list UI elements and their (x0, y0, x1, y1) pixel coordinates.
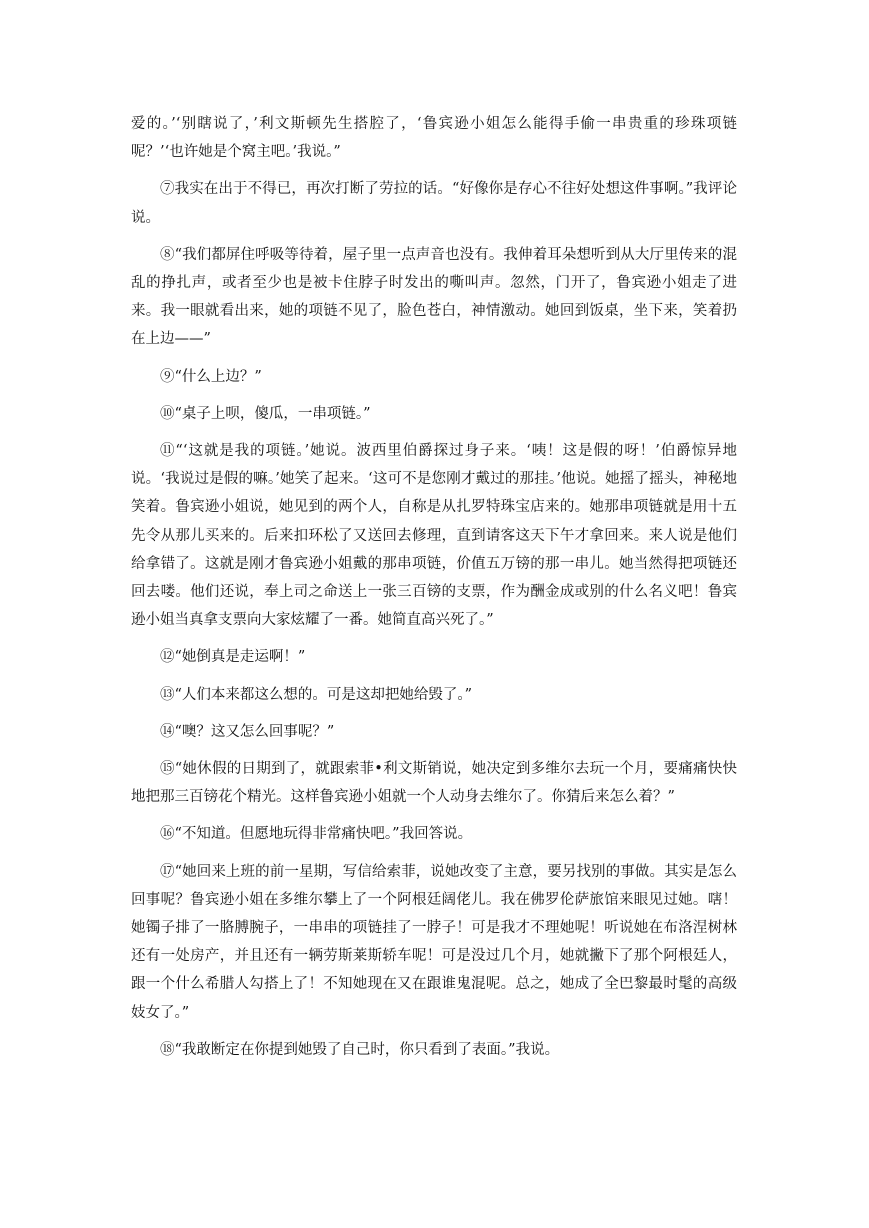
paragraph-9: ⑨“什么上边？” (160, 368, 262, 385)
story-text (131, 110, 737, 1064)
paragraph-11: ⑪“‘这就是我的项链。’她说。波西里伯爵探过身子来。‘咦！这是假的呀！’伯爵惊异地说。‘我说过是假的嘛。’她笑了起来。‘这可不是您刚才戴过的那挂。’他说。她摇了摇头，神秘地笑着。鲁宾逊小姐说，她见到的两个人，自称是从扎罗特珠宝店来的。她那串项链就是用十五先令从那儿买来的。后来扣环松了又送回去修理，直到请客这天下午才拿回来。来人说是他们给拿错了。这就是刚才鲁宾逊小姐戴的那串项链，价值五万镑的那一串儿。她当然得把项链还回去喽。他们还说，奉上司之命送上一张三百镑的支票，作为酬金成或别的什么名义吧！鲁宾逊小姐当真拿支票向大家炫耀了一番。她简直高兴死了。” (131, 443, 737, 629)
paragraph-14: ⑭“噢？这又怎么回事呢？” (160, 723, 335, 740)
paragraph-18: ⑱“我敢断定在你提到她毁了自己时，你只看到了表面。”我说。 (160, 1041, 560, 1058)
paragraph-7: ⑦我实在出于不得已，再次打断了劳拉的话。“好像你是存心不往好处想这件事啊。”我评论说。 (131, 181, 737, 226)
paragraph-17: ⑰“她回来上班的前一星期，写信给索菲，说她改变了主意，要另找别的事做。其实是怎么回事呢？鲁宾逊小姐在多维尔攀上了一个阿根廷阔佬儿。我在佛罗伦萨旅馆来眼见过她。嗐！她镯子排了一胳膊腕子，一串串的项链挂了一脖子！可是我才不理她呢！听说她在布洛涅树林还有一处房产，并且还有一辆劳斯莱斯轿车呢！可是没过几个月，她就撇下了那个阿根廷人，跟一个什么希腊人勾搭上了！不知她现在又在跟谁鬼混呢。总之，她成了全巴黎最时髦的高级妓女了。” (131, 863, 737, 1021)
paragraph-10: ⑩“桌子上呗，傻瓜，一串项链。” (160, 405, 371, 422)
paragraph-continuation: 爱的。’‘别瞎说了，’利文斯顿先生搭腔了，‘鲁宾逊小姐怎么能得手偷一串贵重的珍珠项链呢？’‘也许她是个窝主吧。’我说。” (131, 116, 737, 161)
paragraph-16: ⑯“不知道。但愿地玩得非常痛快吧。”我回答说。 (160, 826, 473, 843)
paragraph-12: ⑫“她倒真是走运啊！” (160, 649, 306, 666)
paragraph-13: ⑬“人们本来都这么想的。可是这却把她给毁了。” (160, 686, 473, 703)
paragraph-8: ⑧“我们都屏住呼吸等待着，屋子里一点声音也没有。我伸着耳朵想听到从大厅里传来的混乱的挣扎声，或者至少也是被卡住脖子时发出的嘶叫声。忽然，门开了，鲁宾逊小姐走了进来。我一眼就看出来，她的项链不见了，脸色苍白，神情激动。她回到饭桌，坐下来，笑着扔在上边——” (131, 246, 737, 348)
paragraph-15: ⑮“她休假的日期到了，就跟索菲•利文斯销说，她决定到多维尔去玩一个月，要痛痛快快地把那三百镑花个精光。这样鲁宾逊小姐就一个人动身去维尔了。你猜后来怎么着？” (131, 761, 737, 806)
